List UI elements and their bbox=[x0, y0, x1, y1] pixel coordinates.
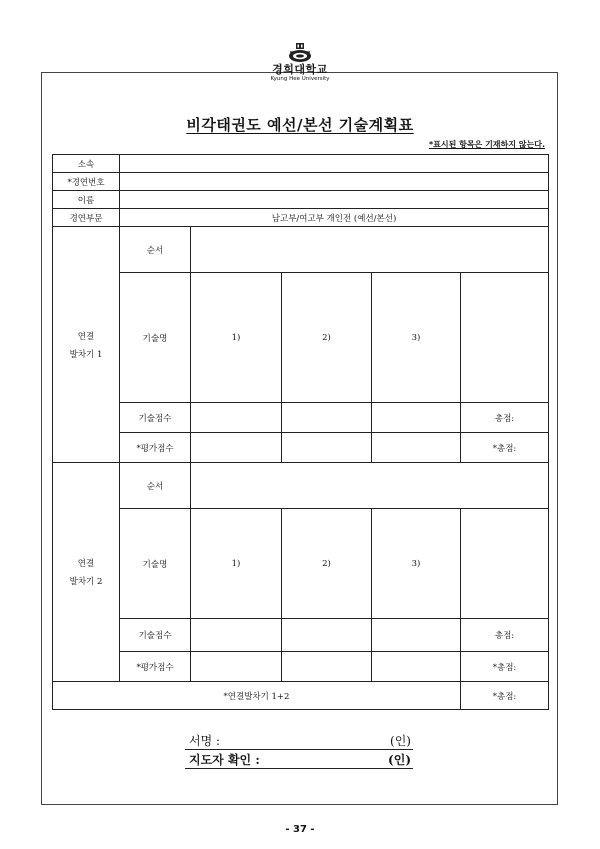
signature-label: 서명 : bbox=[189, 734, 221, 748]
competitor-number-field[interactable] bbox=[120, 173, 549, 191]
block1-eval-1[interactable] bbox=[191, 433, 282, 463]
block2-order-row bbox=[53, 463, 549, 509]
block1-label-line2: 발차기 1 bbox=[69, 349, 103, 360]
block2-score-row bbox=[53, 619, 549, 652]
form-note: *표시된 항목은 기재하지 않는다. bbox=[428, 140, 545, 149]
page-title: 비각태권도 예선/본선 기술계획표 bbox=[186, 116, 414, 134]
block2-technique-label: 기술명 bbox=[120, 509, 191, 619]
block1-score-2[interactable] bbox=[282, 403, 372, 433]
block1-technique-3[interactable]: 3) bbox=[372, 273, 461, 403]
block2-score-label: 기술점수 bbox=[120, 619, 191, 652]
signature-line[interactable] bbox=[185, 733, 413, 750]
block2-eval-label: *평가점수 bbox=[120, 652, 191, 682]
block1-technique-extra[interactable] bbox=[461, 273, 549, 403]
block1-score-total[interactable]: 총점: bbox=[461, 403, 549, 433]
block2-technique-extra[interactable] bbox=[461, 509, 549, 619]
block2-score-total[interactable]: 총점: bbox=[461, 619, 549, 652]
final-total-label: *연결발차기 1+2 bbox=[53, 682, 461, 710]
block2-order-label: 순서 bbox=[120, 463, 191, 509]
page-number: - 37 - bbox=[285, 824, 315, 835]
block2-technique-1[interactable]: 1) bbox=[191, 509, 282, 619]
technique-plan-table bbox=[52, 154, 549, 710]
block1-technique-row bbox=[53, 273, 549, 403]
university-name-en: Kyung Hee University bbox=[270, 76, 330, 82]
university-logo bbox=[260, 42, 340, 98]
affiliation-field[interactable] bbox=[120, 155, 549, 173]
block2-label bbox=[53, 463, 120, 682]
block2-eval-1[interactable] bbox=[191, 652, 282, 682]
final-total-row bbox=[53, 682, 549, 710]
block1-label bbox=[53, 227, 120, 463]
block2-eval-row bbox=[53, 652, 549, 682]
name-label: 이름 bbox=[53, 191, 120, 209]
block1-technique-label: 기술명 bbox=[120, 273, 191, 403]
block2-score-3[interactable] bbox=[372, 619, 461, 652]
block1-eval-2[interactable] bbox=[282, 433, 372, 463]
block2-technique-row bbox=[53, 509, 549, 619]
division-label: 경연부문 bbox=[53, 209, 120, 227]
block1-eval-total[interactable]: *총점: bbox=[461, 433, 549, 463]
signature-seal-mark: (인) bbox=[390, 734, 411, 748]
division-value: 남고부/여고부 개인전 (예선/본선) bbox=[120, 209, 549, 227]
competitor-number-label: *경연번호 bbox=[53, 173, 120, 191]
block2-order-field[interactable] bbox=[191, 463, 549, 509]
block2-eval-2[interactable] bbox=[282, 652, 372, 682]
row-name bbox=[53, 191, 549, 209]
block2-eval-total[interactable]: *총점: bbox=[461, 652, 549, 682]
block2-label-line2: 발차기 2 bbox=[69, 577, 103, 587]
block1-eval-row bbox=[53, 433, 549, 463]
block1-eval-label: *평가점수 bbox=[120, 433, 191, 463]
block1-order-label: 순서 bbox=[120, 227, 191, 273]
block1-order-field[interactable] bbox=[191, 227, 549, 273]
block1-order-row bbox=[53, 227, 549, 273]
block1-score-row bbox=[53, 403, 549, 433]
advisor-seal-mark: (인) bbox=[388, 753, 411, 767]
block1-score-3[interactable] bbox=[372, 403, 461, 433]
block1-eval-3[interactable] bbox=[372, 433, 461, 463]
row-competitor-number bbox=[53, 173, 549, 191]
block2-technique-2[interactable]: 2) bbox=[282, 509, 372, 619]
block2-eval-3[interactable] bbox=[372, 652, 461, 682]
block2-score-2[interactable] bbox=[282, 619, 372, 652]
row-affiliation bbox=[53, 155, 549, 173]
final-total-field[interactable]: *총점: bbox=[461, 682, 549, 710]
block1-label-line1: 연결 bbox=[77, 331, 95, 342]
name-field[interactable] bbox=[120, 191, 549, 209]
advisor-confirmation-line[interactable] bbox=[185, 752, 413, 769]
university-name-ko: 경희대학교 bbox=[272, 63, 328, 76]
advisor-label: 지도자 확인 : bbox=[189, 753, 260, 767]
block2-label-line1: 연결 bbox=[77, 559, 95, 569]
block1-technique-2[interactable]: 2) bbox=[282, 273, 372, 403]
block2-score-1[interactable] bbox=[191, 619, 282, 652]
block1-technique-1[interactable]: 1) bbox=[191, 273, 282, 403]
block2-technique-3[interactable]: 3) bbox=[372, 509, 461, 619]
university-emblem-icon bbox=[287, 42, 313, 64]
row-division bbox=[53, 209, 549, 227]
affiliation-label: 소속 bbox=[53, 155, 120, 173]
block1-score-label: 기술점수 bbox=[120, 403, 191, 433]
block1-score-1[interactable] bbox=[191, 403, 282, 433]
